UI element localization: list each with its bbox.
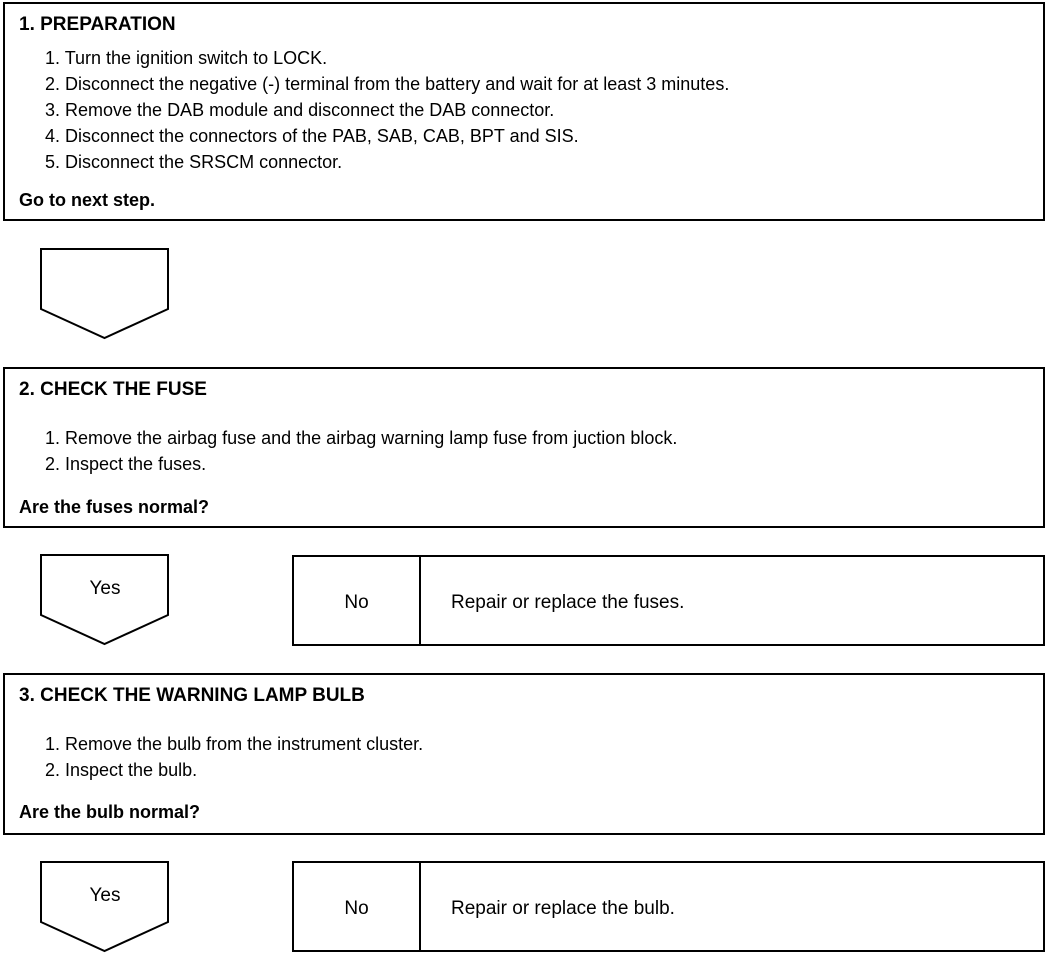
step-3-title: 3. CHECK THE WARNING LAMP BULB — [19, 685, 365, 706]
step-3-box — [3, 673, 1045, 835]
yes-arrow-step-3 — [40, 861, 170, 955]
step-3-item-2: 2. Inspect the bulb. — [45, 760, 198, 780]
no-action-step-2: Repair or replace the fuses. — [451, 592, 685, 613]
step-3-question: Are the bulb normal? — [19, 802, 201, 822]
next-step-arrow-1 — [40, 248, 170, 342]
no-label-step-2: No — [344, 592, 369, 613]
no-divider — [419, 557, 421, 644]
step-1-title: 1. PREPARATION — [19, 14, 176, 35]
step-1-item-4: 4. Disconnect the connectors of the PAB, SAB, CAB, BPT and SIS. — [45, 126, 579, 146]
step-2-question: Are the fuses normal? — [19, 497, 210, 517]
step-1-list — [45, 45, 729, 175]
step-2-box — [3, 367, 1045, 528]
no-branch-step-3 — [292, 861, 1045, 952]
step-1-item-2: 2. Disconnect the negative (-) terminal from the battery and wait for at least 3 minutes. — [45, 74, 730, 94]
yes-label-step-2: Yes — [89, 578, 121, 599]
step-2-title: 2. CHECK THE FUSE — [19, 379, 207, 400]
step-2-list — [45, 425, 677, 477]
step-1-box — [3, 2, 1045, 221]
no-divider — [419, 863, 421, 950]
step-1-item-3: 3. Remove the DAB module and disconnect the DAB connector. — [45, 100, 555, 120]
down-arrow-icon — [40, 248, 170, 342]
no-label-step-3: No — [344, 898, 369, 919]
step-1-item-5: 5. Disconnect the SRSCM connector. — [45, 152, 343, 172]
step-1-question: Go to next step. — [19, 190, 156, 210]
step-2-item-2: 2. Inspect the fuses. — [45, 454, 207, 474]
step-2-item-1: 1. Remove the airbag fuse and the airbag warning lamp fuse from juction block. — [45, 428, 678, 448]
down-arrow-icon — [40, 554, 170, 648]
step-1-item-1: 1. Turn the ignition switch to LOCK. — [45, 48, 328, 68]
no-action-step-3: Repair or replace the bulb. — [451, 898, 675, 919]
yes-label-step-3: Yes — [89, 885, 121, 906]
no-branch-step-2 — [292, 555, 1045, 646]
down-arrow-icon — [40, 861, 170, 954]
step-3-list — [45, 731, 423, 783]
yes-arrow-step-2 — [40, 554, 170, 648]
step-3-item-1: 1. Remove the bulb from the instrument cluster. — [45, 734, 424, 754]
